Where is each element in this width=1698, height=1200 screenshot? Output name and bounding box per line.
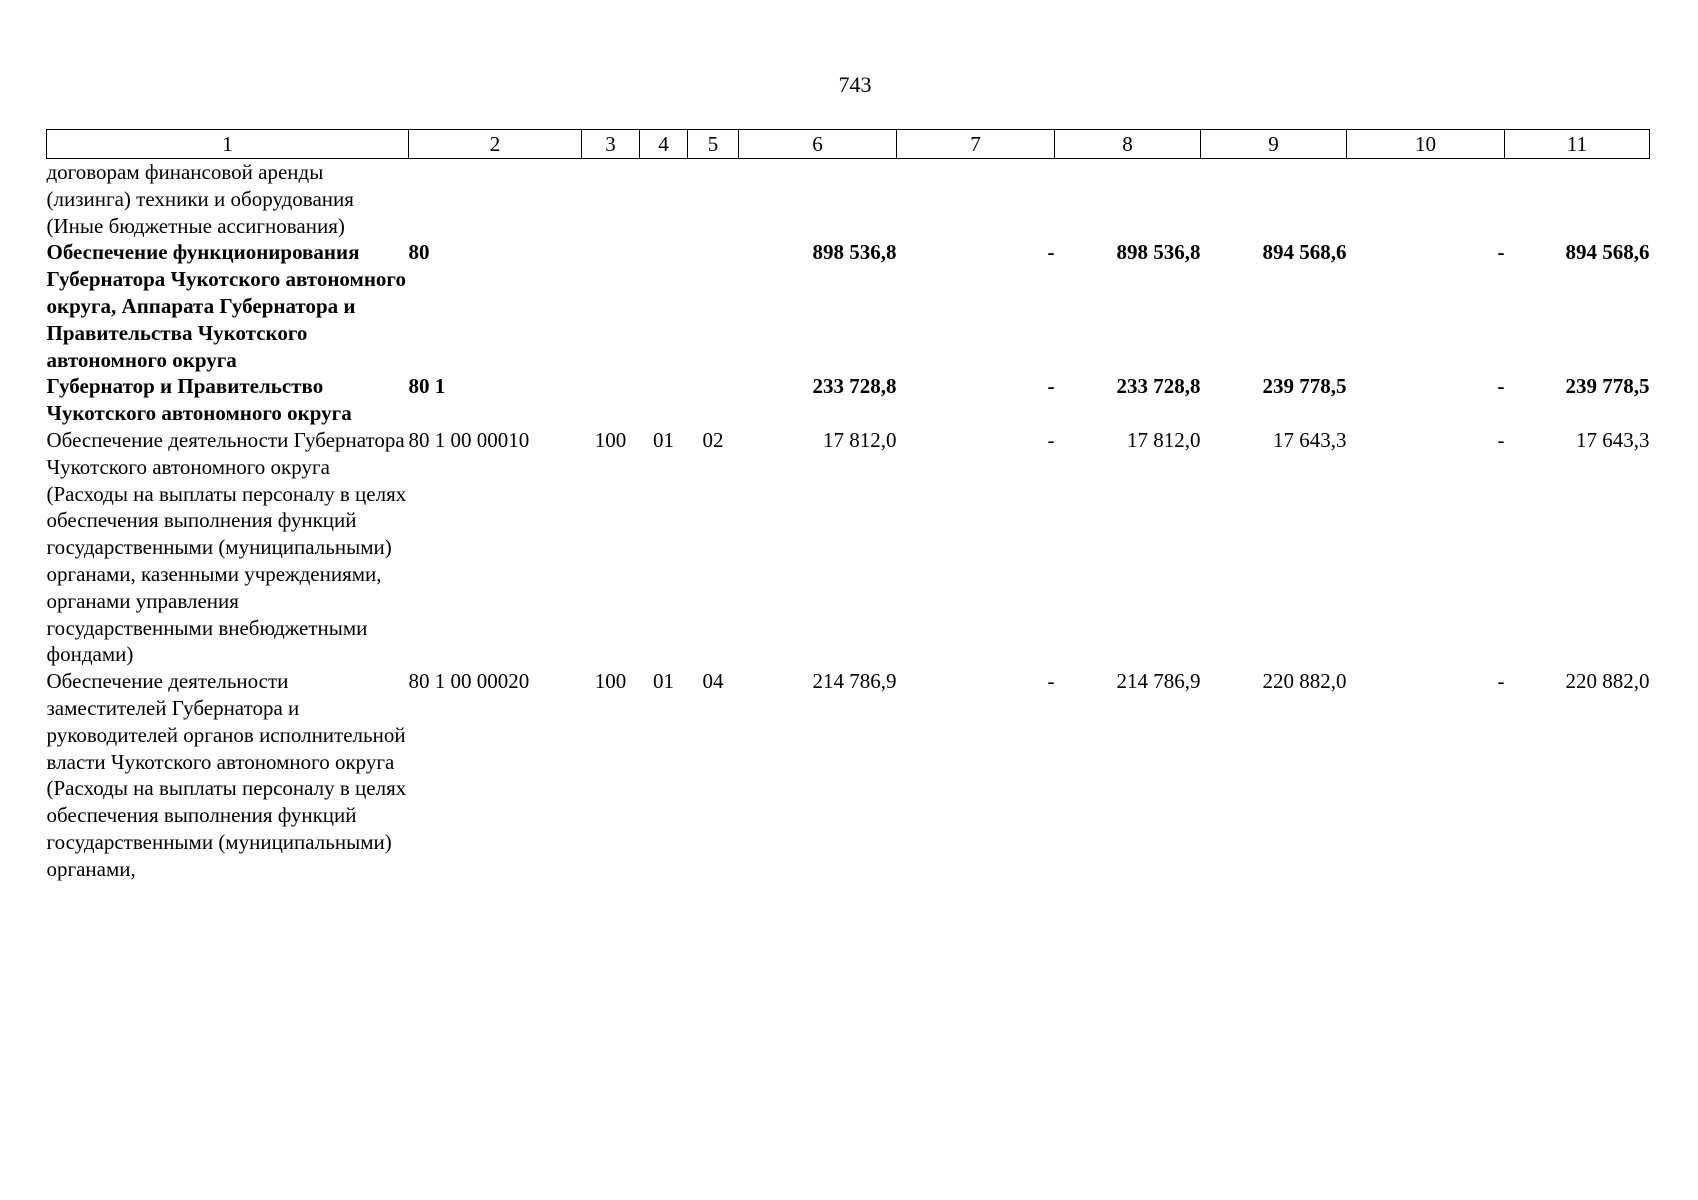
table-row [47, 159, 1650, 240]
row-value-col11: 17 643,3 [1576, 427, 1650, 452]
row-value-col9: 239 778,5 [1262, 374, 1347, 399]
column-header: 1 [47, 130, 409, 159]
column-header: 10 [1347, 130, 1505, 159]
row-value-col7: - [1047, 427, 1055, 452]
row-name: Обеспечение деятельности заместителей Губернатора и руководителей органов исполнительной власти Чукотского автономного округа (Расходы на выплаты персоналу в целях обеспечения выполнения функций государственными (муниципальными) органами, [46, 669, 407, 881]
row-value-col10: - [1497, 374, 1505, 399]
page-number: 743 [838, 72, 872, 97]
row-value-col9: 17 643,3 [1273, 427, 1347, 452]
row-value-col8: 17 812,0 [1127, 427, 1201, 452]
row-expense-type: 100 [594, 669, 627, 694]
row-value-col10: - [1497, 240, 1505, 265]
row-value-col10 [1347, 159, 1505, 240]
row-section [640, 159, 688, 240]
row-value-col11: 894 568,6 [1565, 240, 1650, 265]
column-header: 8 [1055, 130, 1201, 159]
row-section [640, 373, 688, 427]
column-header: 7 [897, 130, 1055, 159]
column-header: 4 [640, 130, 688, 159]
row-subsection [688, 239, 739, 373]
row-subsection [688, 159, 739, 240]
table-row [47, 239, 1650, 373]
row-value-col8 [1055, 159, 1201, 240]
row-value-col9: 894 568,6 [1262, 240, 1347, 265]
row-value-col11 [1505, 159, 1650, 240]
row-target-code: 80 1 [408, 374, 446, 399]
row-name: Губернатор и Правительство Чукотского автономного округа [46, 374, 352, 426]
row-value-col9: 220 882,0 [1262, 669, 1347, 694]
row-value-col7 [897, 159, 1055, 240]
column-header: 6 [739, 130, 897, 159]
column-header: 2 [409, 130, 582, 159]
row-value-col7: - [1047, 669, 1055, 694]
column-header: 5 [688, 130, 739, 159]
row-value-col6: 898 536,8 [812, 240, 897, 265]
row-expense-type [582, 239, 640, 373]
table-row [47, 373, 1650, 427]
row-name: Обеспечение функционирования Губернатора Чукотского автономного округа, Аппарата Губернатора и Правительства Чукотского автономного округа [46, 240, 406, 372]
row-value-col9 [1201, 159, 1347, 240]
row-subsection: 04 [702, 669, 724, 694]
row-value-col7: - [1047, 374, 1055, 399]
row-value-col10: - [1497, 427, 1505, 452]
table-row [47, 427, 1650, 668]
row-value-col6: 214 786,9 [812, 669, 897, 694]
row-section: 01 [653, 669, 674, 694]
row-value-col8: 214 786,9 [1116, 669, 1201, 694]
row-section [640, 239, 688, 373]
row-value-col8: 233 728,8 [1116, 374, 1201, 399]
row-expense-type: 100 [594, 427, 627, 452]
row-section: 01 [653, 427, 674, 452]
column-number-header-row [47, 130, 1650, 159]
row-value-col6 [739, 159, 897, 240]
row-expense-type [582, 159, 640, 240]
row-target-code [409, 159, 582, 240]
row-value-col6: 17 812,0 [823, 427, 897, 452]
row-name: договорам финансовой аренды (лизинга) техники и оборудования (Иные бюджетные ассигнования) [46, 160, 354, 238]
row-value-col10: - [1497, 669, 1505, 694]
column-header: 11 [1505, 130, 1650, 159]
row-value-col7: - [1047, 240, 1055, 265]
row-name: Обеспечение деятельности Губернатора Чукотского автономного округа (Расходы на выплаты персоналу в целях обеспечения выполнения функций государственными (муниципальными) органами, казенными учреждениями, органами управления государственными внебюджетными фондами) [46, 427, 407, 667]
row-subsection [688, 373, 739, 427]
budget-table [46, 129, 1650, 883]
row-target-code: 80 1 00 00010 [408, 427, 530, 452]
row-subsection: 02 [702, 427, 724, 452]
row-expense-type [582, 373, 640, 427]
row-target-code: 80 [408, 240, 430, 265]
row-value-col6: 233 728,8 [812, 374, 897, 399]
row-target-code: 80 1 00 00020 [408, 669, 530, 694]
row-value-col11: 239 778,5 [1565, 374, 1650, 399]
table-row [47, 668, 1650, 882]
column-header: 3 [582, 130, 640, 159]
row-value-col11: 220 882,0 [1565, 669, 1650, 694]
column-header: 9 [1201, 130, 1347, 159]
row-value-col8: 898 536,8 [1116, 240, 1201, 265]
